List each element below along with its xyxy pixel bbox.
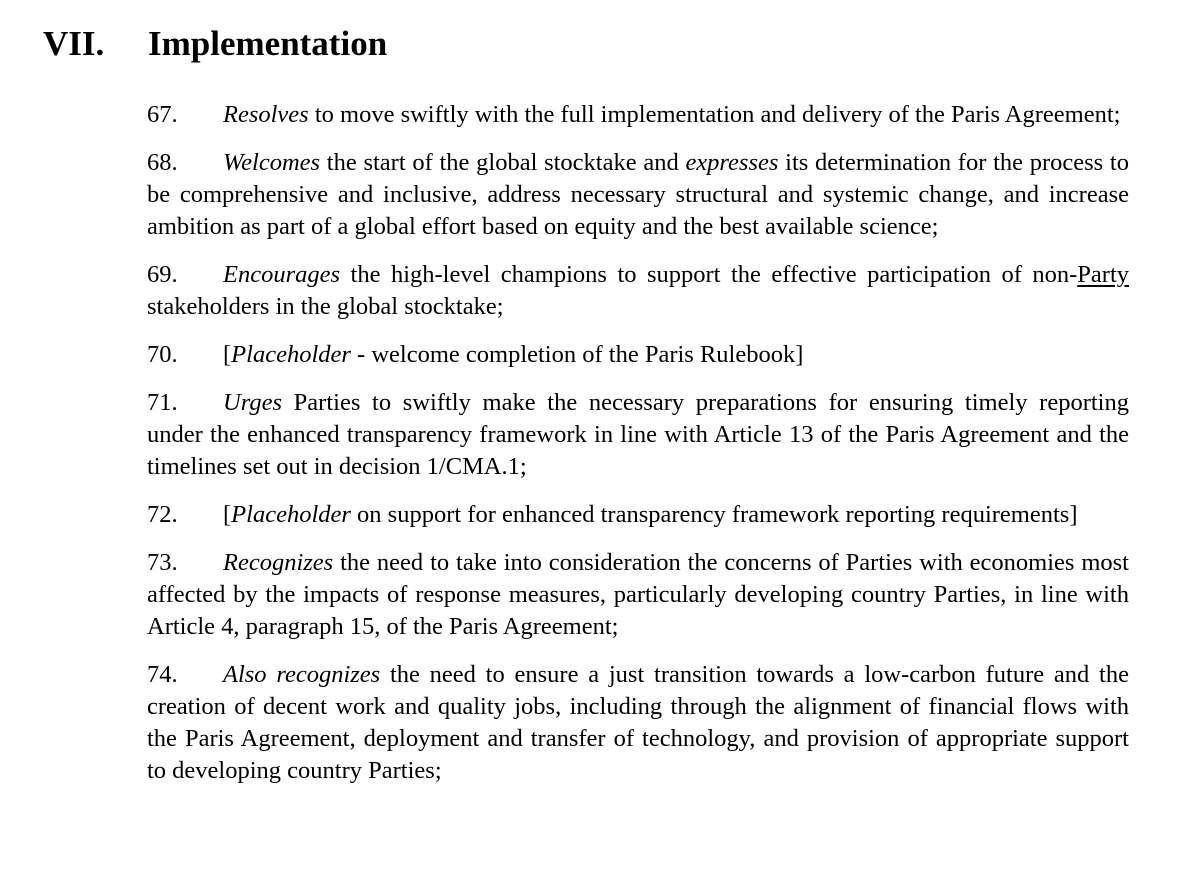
paragraph-text: to move swiftly with the full implementation and delivery of the Paris Agreement; [308, 101, 1121, 128]
section-number: VII. [43, 24, 105, 63]
paragraph-keyword: Placeholder [231, 341, 351, 368]
paragraph-keyword-secondary: expresses [685, 149, 779, 176]
paragraph-72 [147, 499, 1129, 531]
section-title: Implementation [148, 24, 388, 63]
paragraph-number: 72. [147, 501, 178, 528]
paragraph-71 [147, 387, 1129, 483]
paragraph-68 [147, 147, 1129, 243]
paragraph-text: on support for enhanced transparency framework reporting requirements] [350, 501, 1078, 528]
underlined-word: Party [1077, 261, 1129, 288]
paragraph-69 [147, 259, 1129, 323]
paragraph-number: 67. [147, 101, 178, 128]
paragraph-keyword: Placeholder [231, 501, 351, 528]
paragraph-number: 71. [147, 389, 178, 416]
paragraph-keyword: Urges [223, 389, 282, 416]
paragraph-keyword: Welcomes [223, 149, 321, 176]
paragraph-bracket: [ [223, 341, 232, 368]
paragraph-67 [147, 99, 1129, 131]
paragraph-number: 69. [147, 261, 178, 288]
paragraph-keyword: Recognizes [223, 549, 334, 576]
paragraph-text-continued: stakeholders in the global stocktake; [147, 293, 504, 320]
paragraph-73 [147, 547, 1129, 643]
paragraph-number: 73. [147, 549, 178, 576]
paragraph-text: the start of the global stocktake and [320, 149, 686, 176]
paragraph-text: - welcome completion of the Paris Rulebook] [350, 341, 804, 368]
section-heading [43, 22, 387, 66]
paragraph-keyword: Resolves [223, 101, 309, 128]
paragraph-list [147, 99, 1129, 803]
paragraph-text: the need to take into consideration the concerns of Parties with economies most affected by the impacts of response measures, particularly developing country Parties, in line with Article 4, paragraph 15, of the Paris Agreement; [147, 549, 1129, 640]
paragraph-number: 70. [147, 341, 178, 368]
paragraph-bracket: [ [223, 501, 232, 528]
paragraph-74 [147, 659, 1129, 787]
paragraph-text: the high-level champions to support the effective participation of non- [340, 261, 1078, 288]
paragraph-keyword: Also recognizes [223, 661, 381, 688]
paragraph-text: Parties to swiftly make the necessary preparations for ensuring timely reporting under the enhanced transparency framework in line with Article 13 of the Paris Agreement and the timelines set out in decision 1/CMA.1; [147, 389, 1129, 480]
paragraph-number: 68. [147, 149, 178, 176]
paragraph-number: 74. [147, 661, 178, 688]
paragraph-text-continued: its determination for the process to be comprehensive and inclusive, address necessary structural and systemic change, and increase ambition as part of a global effort based on equity and the best available science; [147, 149, 1129, 240]
paragraph-70 [147, 339, 1129, 371]
paragraph-keyword: Encourages [223, 261, 341, 288]
paragraph-text: the need to ensure a just transition towards a low-carbon future and the creation of decent work and quality jobs, including through the alignment of financial flows with the Paris Agreement, deployment and transfer of technology, and provision of appropriate support to developing country Parties; [147, 661, 1129, 784]
